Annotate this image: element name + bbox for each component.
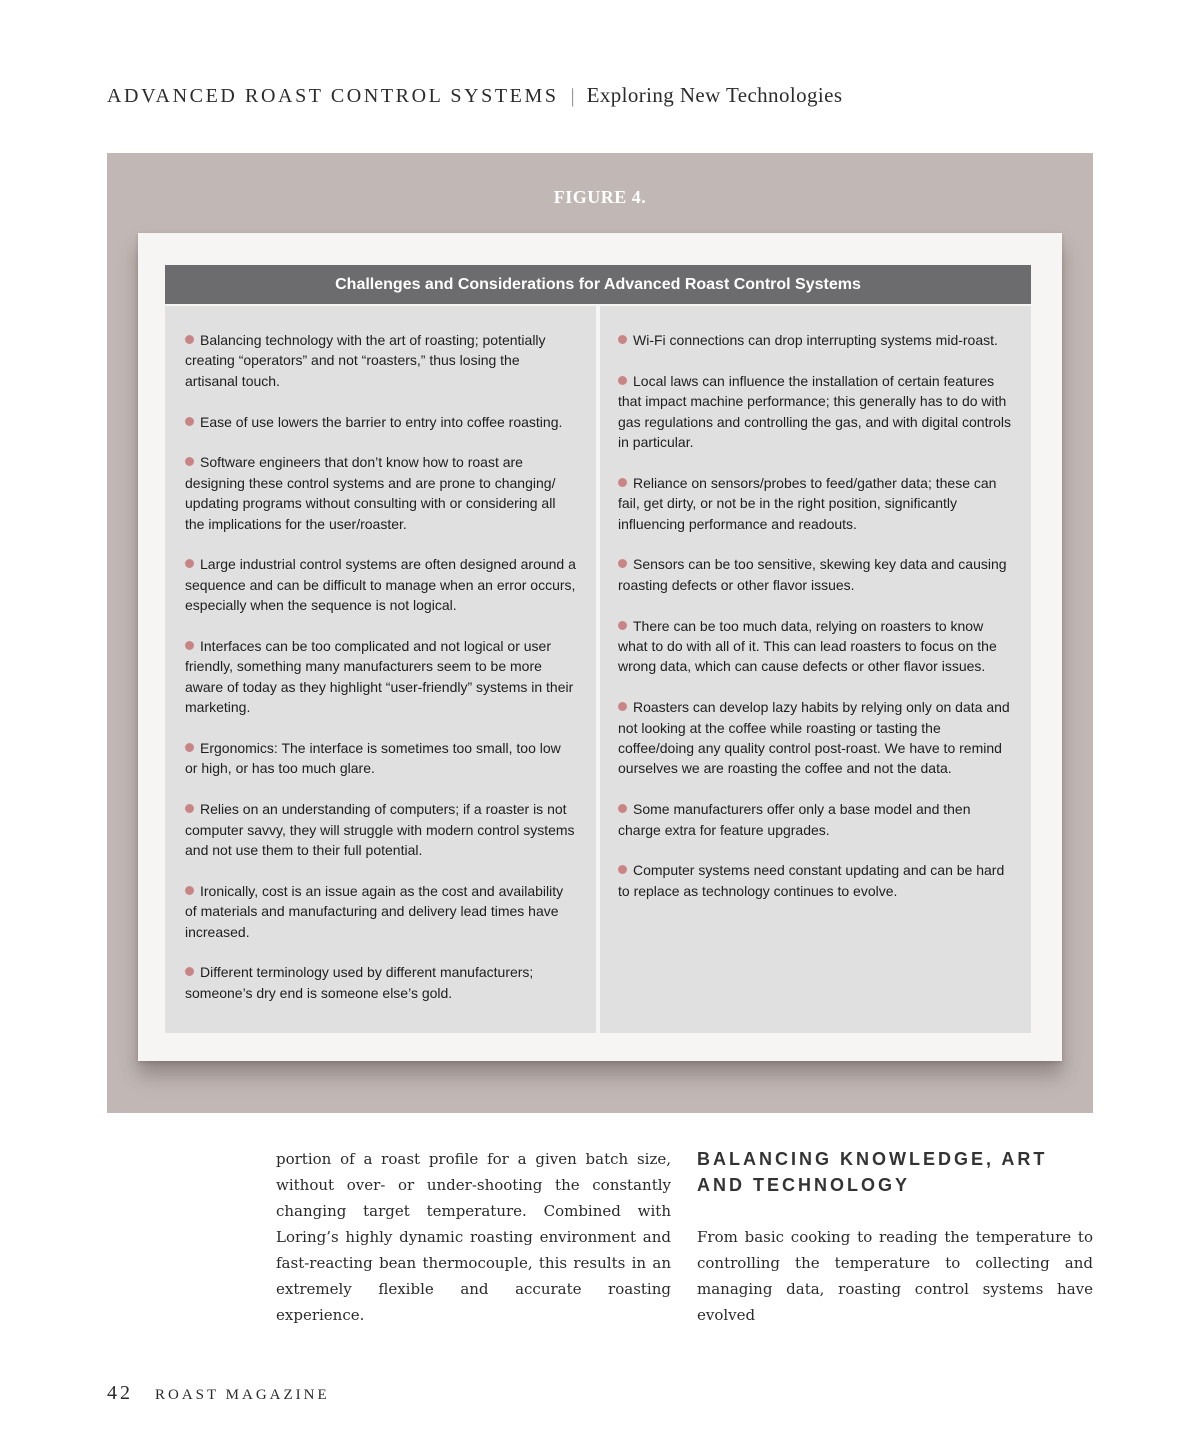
figure-card [138, 233, 1062, 1061]
bullet-dot-icon [618, 621, 627, 630]
list-item-text: Computer systems need constant updating and can be hard to replace as technology continues to evolve. [618, 862, 1005, 899]
list-item-text: Different terminology used by different manufacturers; someone’s dry end is someone else’s gold. [185, 964, 534, 1001]
list-item [185, 330, 576, 391]
list-item-text: Sensors can be too sensitive, skewing key data and causing roasting defects or other flavor issues. [618, 556, 1007, 593]
list-item [185, 636, 576, 718]
bullet-dot-icon [618, 559, 627, 568]
running-header [107, 80, 842, 111]
header-section-title: ADVANCED ROAST CONTROL SYSTEMS [107, 85, 559, 107]
figure-4 [107, 153, 1093, 1113]
list-item [618, 860, 1013, 901]
list-item [618, 616, 1013, 677]
list-item-text: Large industrial control systems are often designed around a sequence and can be difficult to manage when an error occurs, especially when the sequence is not logical. [185, 556, 576, 614]
bullet-dot-icon [185, 417, 194, 426]
list-item [618, 371, 1013, 453]
list-item [618, 554, 1013, 595]
list-item-text: Roasters can develop lazy habits by relying only on data and not looking at the coffee while roasting or tasting the coffee/doing any quality control post-roast. We have to remind ourselves we are roasting the coffee and not the data. [618, 699, 1010, 777]
list-item-text: Balancing technology with the art of roasting; potentially creating “operators” and not “roasters,” thus losing the artisanal touch. [185, 332, 546, 389]
list-item-text: There can be too much data, relying on roasters to know what to do with all of it. This can lead roasters to focus on the wrong data, which can cause defects or other flavor issues. [618, 617, 997, 675]
bullet-dot-icon [185, 335, 194, 344]
list-item [185, 738, 576, 779]
body-paragraph-right: From basic cooking to reading the temperature to controlling the temperature to collecting and managing data, roasting control systems have evolved [697, 1228, 1093, 1324]
list-item-text: Wi-Fi connections can drop interrupting systems mid-roast. [633, 332, 998, 348]
page-number: 42 [107, 1382, 133, 1404]
list-item [185, 881, 576, 942]
header-divider: | [570, 85, 575, 107]
bullet-dot-icon [185, 886, 194, 895]
header-subsection-title: Exploring New Technologies [586, 83, 843, 107]
list-item-text: Interfaces can be too complicated and not logical or user friendly, something many manufacturers seem to be more aware of today as they highlight “user-friendly” systems in their marketing. [185, 638, 574, 716]
bullet-dot-icon [185, 743, 194, 752]
section-heading: BALANCING KNOWLEDGE, ART AND TECHNOLOGY [697, 1149, 1048, 1195]
bullet-dot-icon [618, 865, 627, 874]
list-item [618, 697, 1013, 779]
challenges-column-left [165, 306, 596, 1033]
bullet-dot-icon [618, 376, 627, 385]
table-title: Challenges and Considerations for Advanced Roast Control Systems [165, 265, 1031, 304]
bullet-dot-icon [618, 335, 627, 344]
list-item [185, 412, 576, 432]
list-item [618, 330, 1013, 350]
challenges-column-right [600, 306, 1031, 1033]
bullet-dot-icon [185, 559, 194, 568]
body-paragraph-left: portion of a roast profile for a given batch size, without over- or under-shooting the constantly changing target temperature. Combined with Loring’s highly dynamic roasting environment and fast-reacting bean thermocouple, this results in an extremely flexible and accurate roasting experience. [276, 1150, 671, 1324]
list-item-text: Software engineers that don’t know how to roast are designing these control systems and are prone to changing/ updating programs without consulting with or considering all the implications for the user/roaster. [185, 454, 556, 532]
list-item [185, 554, 576, 615]
bullet-dot-icon [185, 641, 194, 650]
publication-name: ROAST MAGAZINE [155, 1387, 330, 1403]
bullet-dot-icon [618, 804, 627, 813]
list-item-text: Ironically, cost is an issue again as the cost and availability of materials and manufacturing and delivery lead times have increased. [185, 882, 564, 940]
list-item-text: Ergonomics: The interface is sometimes too small, too low or high, or has too much glare. [185, 740, 561, 777]
list-item-text: Ease of use lowers the barrier to entry into coffee roasting. [200, 413, 563, 430]
list-item [618, 799, 1013, 840]
list-item [185, 452, 576, 534]
bullet-dot-icon [185, 967, 194, 976]
list-item-text: Reliance on sensors/probes to feed/gather data; these can fail, get dirty, or not be in the right position, significantly influencing performance and readouts. [618, 474, 997, 532]
page-footer [107, 1380, 330, 1408]
list-item-text: Local laws can influence the installation of certain features that impact machine performance; this generally has to do with gas regulations and controlling the gas, and with digital controls in particular. [618, 372, 1012, 451]
bullet-dot-icon [185, 457, 194, 466]
list-item [185, 962, 576, 1003]
list-item [618, 473, 1013, 534]
bullet-dot-icon [618, 478, 627, 487]
figure-label: FIGURE 4. [553, 187, 647, 207]
list-item-text: Some manufacturers offer only a base model and then charge extra for feature upgrades. [618, 801, 971, 838]
list-item [185, 799, 576, 860]
bullet-dot-icon [618, 702, 627, 711]
bullet-dot-icon [185, 804, 194, 813]
list-item-text: Relies on an understanding of computers; if a roaster is not computer savvy, they will struggle with modern control systems and not use them to their full potential. [185, 801, 575, 859]
